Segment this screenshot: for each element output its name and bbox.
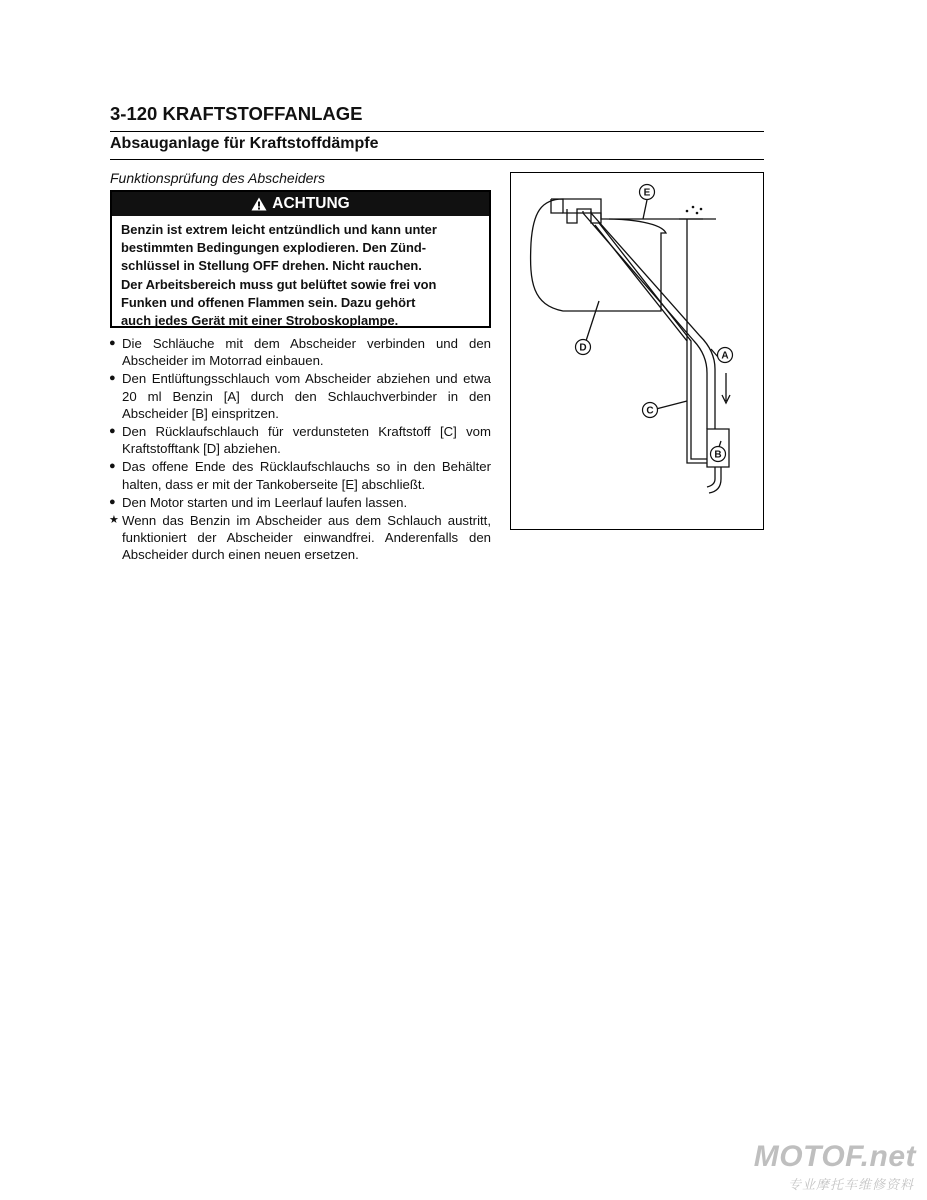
step-text: Wenn das Benzin im Abscheider aus dem Schlauch austritt, funktioniert der Abscheider einwandfrei. Anderenfalls den Abscheider durch einen neuen ersetzen. xyxy=(122,513,491,563)
section-title: 3-120 KRAFTSTOFFANLAGE xyxy=(110,103,363,124)
warning-line: Der Arbeitsbereich muss gut belüftet sowie frei von xyxy=(121,276,437,292)
warning-header xyxy=(112,192,489,216)
spray-icon xyxy=(686,206,703,215)
separator-test-diagram xyxy=(511,173,765,531)
bullet-icon: ● xyxy=(109,425,116,438)
procedure-title: Funktionsprüfung des Abscheiders xyxy=(110,170,326,186)
warning-line: bestimmten Bedingungen explodieren. Den Zünd- xyxy=(121,240,427,256)
flow-arrow xyxy=(722,373,730,403)
bullet-icon: ● xyxy=(109,337,116,349)
step-item xyxy=(109,494,491,511)
bullet-icon: ● xyxy=(109,460,116,473)
step-text: Den Entlüftungsschlauch vom Abscheider abziehen und etwa 20 ml Benzin [A] durch den Schlauchverbinder in den Abscheider [B] einspritzen. xyxy=(122,371,491,421)
warning-line: auch jedes Gerät mit einer Stroboskoplampe. xyxy=(121,313,399,329)
step-text: Das offene Ende des Rücklaufschlauchs so in den Behälter halten, dass er mit der Tankoberseite [E] abschließt. xyxy=(122,459,491,492)
page-header xyxy=(110,103,764,125)
callout-a: A xyxy=(721,350,729,362)
callout-b: B xyxy=(714,449,722,461)
warning-text xyxy=(112,216,489,330)
step-item xyxy=(109,370,491,422)
header-rule-bottom xyxy=(110,159,764,160)
step-text: Den Motor starten und im Leerlauf laufen lassen. xyxy=(122,494,408,510)
bullet-icon: ● xyxy=(109,372,116,385)
step-text: Den Rücklaufschlauch für verdunsteten Kraftstoff [C] vom Kraftstofftank [D] abziehen. xyxy=(122,424,491,457)
watermark-subtitle: 专业摩托车维修资料 xyxy=(787,1177,914,1192)
warning-triangle-icon xyxy=(251,197,267,211)
step-item xyxy=(109,335,491,369)
leader-e xyxy=(643,200,647,219)
callout-d: D xyxy=(579,342,587,354)
callout-e: E xyxy=(643,187,651,199)
warning-label: ACHTUNG xyxy=(272,195,350,212)
leader-c xyxy=(656,401,687,409)
watermark xyxy=(753,1140,922,1192)
star-icon: ★ xyxy=(109,514,119,527)
step-text: Die Schläuche mit dem Abscheider verbinden und den Abscheider im Motorrad einbauen. xyxy=(122,336,491,369)
step-item xyxy=(109,423,491,457)
bullet-icon: ● xyxy=(109,495,116,508)
callout-c: C xyxy=(646,405,654,417)
step-item xyxy=(109,458,491,492)
step-item xyxy=(109,512,491,564)
warning-box xyxy=(110,190,491,328)
warning-line: Benzin ist extrem leicht entzündlich und kann unter xyxy=(121,222,437,237)
warning-line: Funken und offenen Flammen sein. Dazu gehört xyxy=(121,294,416,310)
subsection-title: Absauganlage für Kraftstoffdämpfe xyxy=(110,135,379,152)
warning-line: schlüssel in Stellung OFF drehen. Nicht rauchen. xyxy=(121,258,422,274)
separator-test-figure xyxy=(510,172,764,530)
procedure-steps xyxy=(109,335,491,565)
header-rule-top xyxy=(110,131,764,132)
drain-outlet xyxy=(707,467,721,493)
watermark-logo: MOTOF.net xyxy=(753,1140,916,1173)
fuel-tank-outline xyxy=(531,199,666,311)
